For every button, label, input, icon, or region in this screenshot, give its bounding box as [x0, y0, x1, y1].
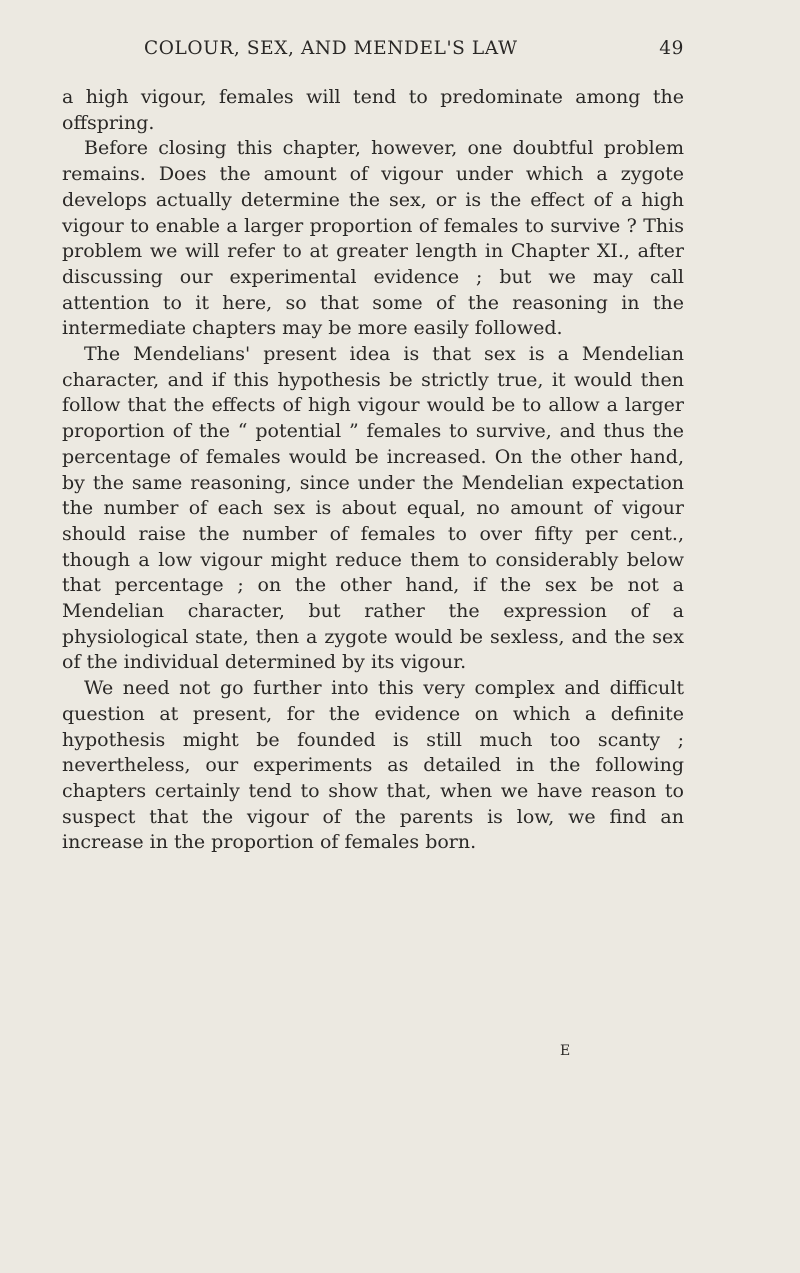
page-header — [64, 38, 684, 68]
paragraph: The Mendelians' present idea is that sex is a Mendelian character, and if this hypothesis be strictly true, it would then follow that the effects of high vigour would be to allow a larger proportion of the “ potential ” females to survive, and thus the percentage of females would be increased. On the other hand, by the same reasoning, since under the Mendelian expectation the number of each sex is about equal, no amount of vigour should raise the number of females to over fifty per cent., though a low vigour might reduce them to considerably below that percentage ; on the other hand, if the sex be not a Mendelian character, but rather the expression of a physiological state, then a zygote would be sexless, and the sex of the individual determined by its vigour. — [62, 343, 684, 674]
body-text — [62, 85, 684, 856]
signature-mark: E — [560, 1043, 571, 1059]
running-head: COLOUR, SEX, AND MENDEL'S LAW — [144, 38, 518, 59]
page-number: 49 — [659, 38, 684, 59]
paragraph: We need not go further into this very complex and difficult question at present, for the evidence on which a definite hypothesis might be founded is still much too scanty ; nevertheless, our experiments as detailed in the following chapters certainly tend to show that, when we have reason to suspect that the vigour of the parents is low, we find an increase in the proportion of females born. — [62, 677, 684, 854]
paragraph: Before closing this chapter, however, one doubtful problem remains. Does the amount of vigour under which a zygote develops actually determine the sex, or is the effect of a high vigour to enable a larger proportion of females to survive ? This problem we will refer to at greater length in Chapter XI., after discussing our experimental evidence ; but we may call attention to it here, so that some of the reasoning in the intermediate chapters may be more easily followed. — [62, 137, 684, 340]
paragraph-continued: a high vigour, females will tend to predominate among the offspring. — [62, 86, 684, 134]
